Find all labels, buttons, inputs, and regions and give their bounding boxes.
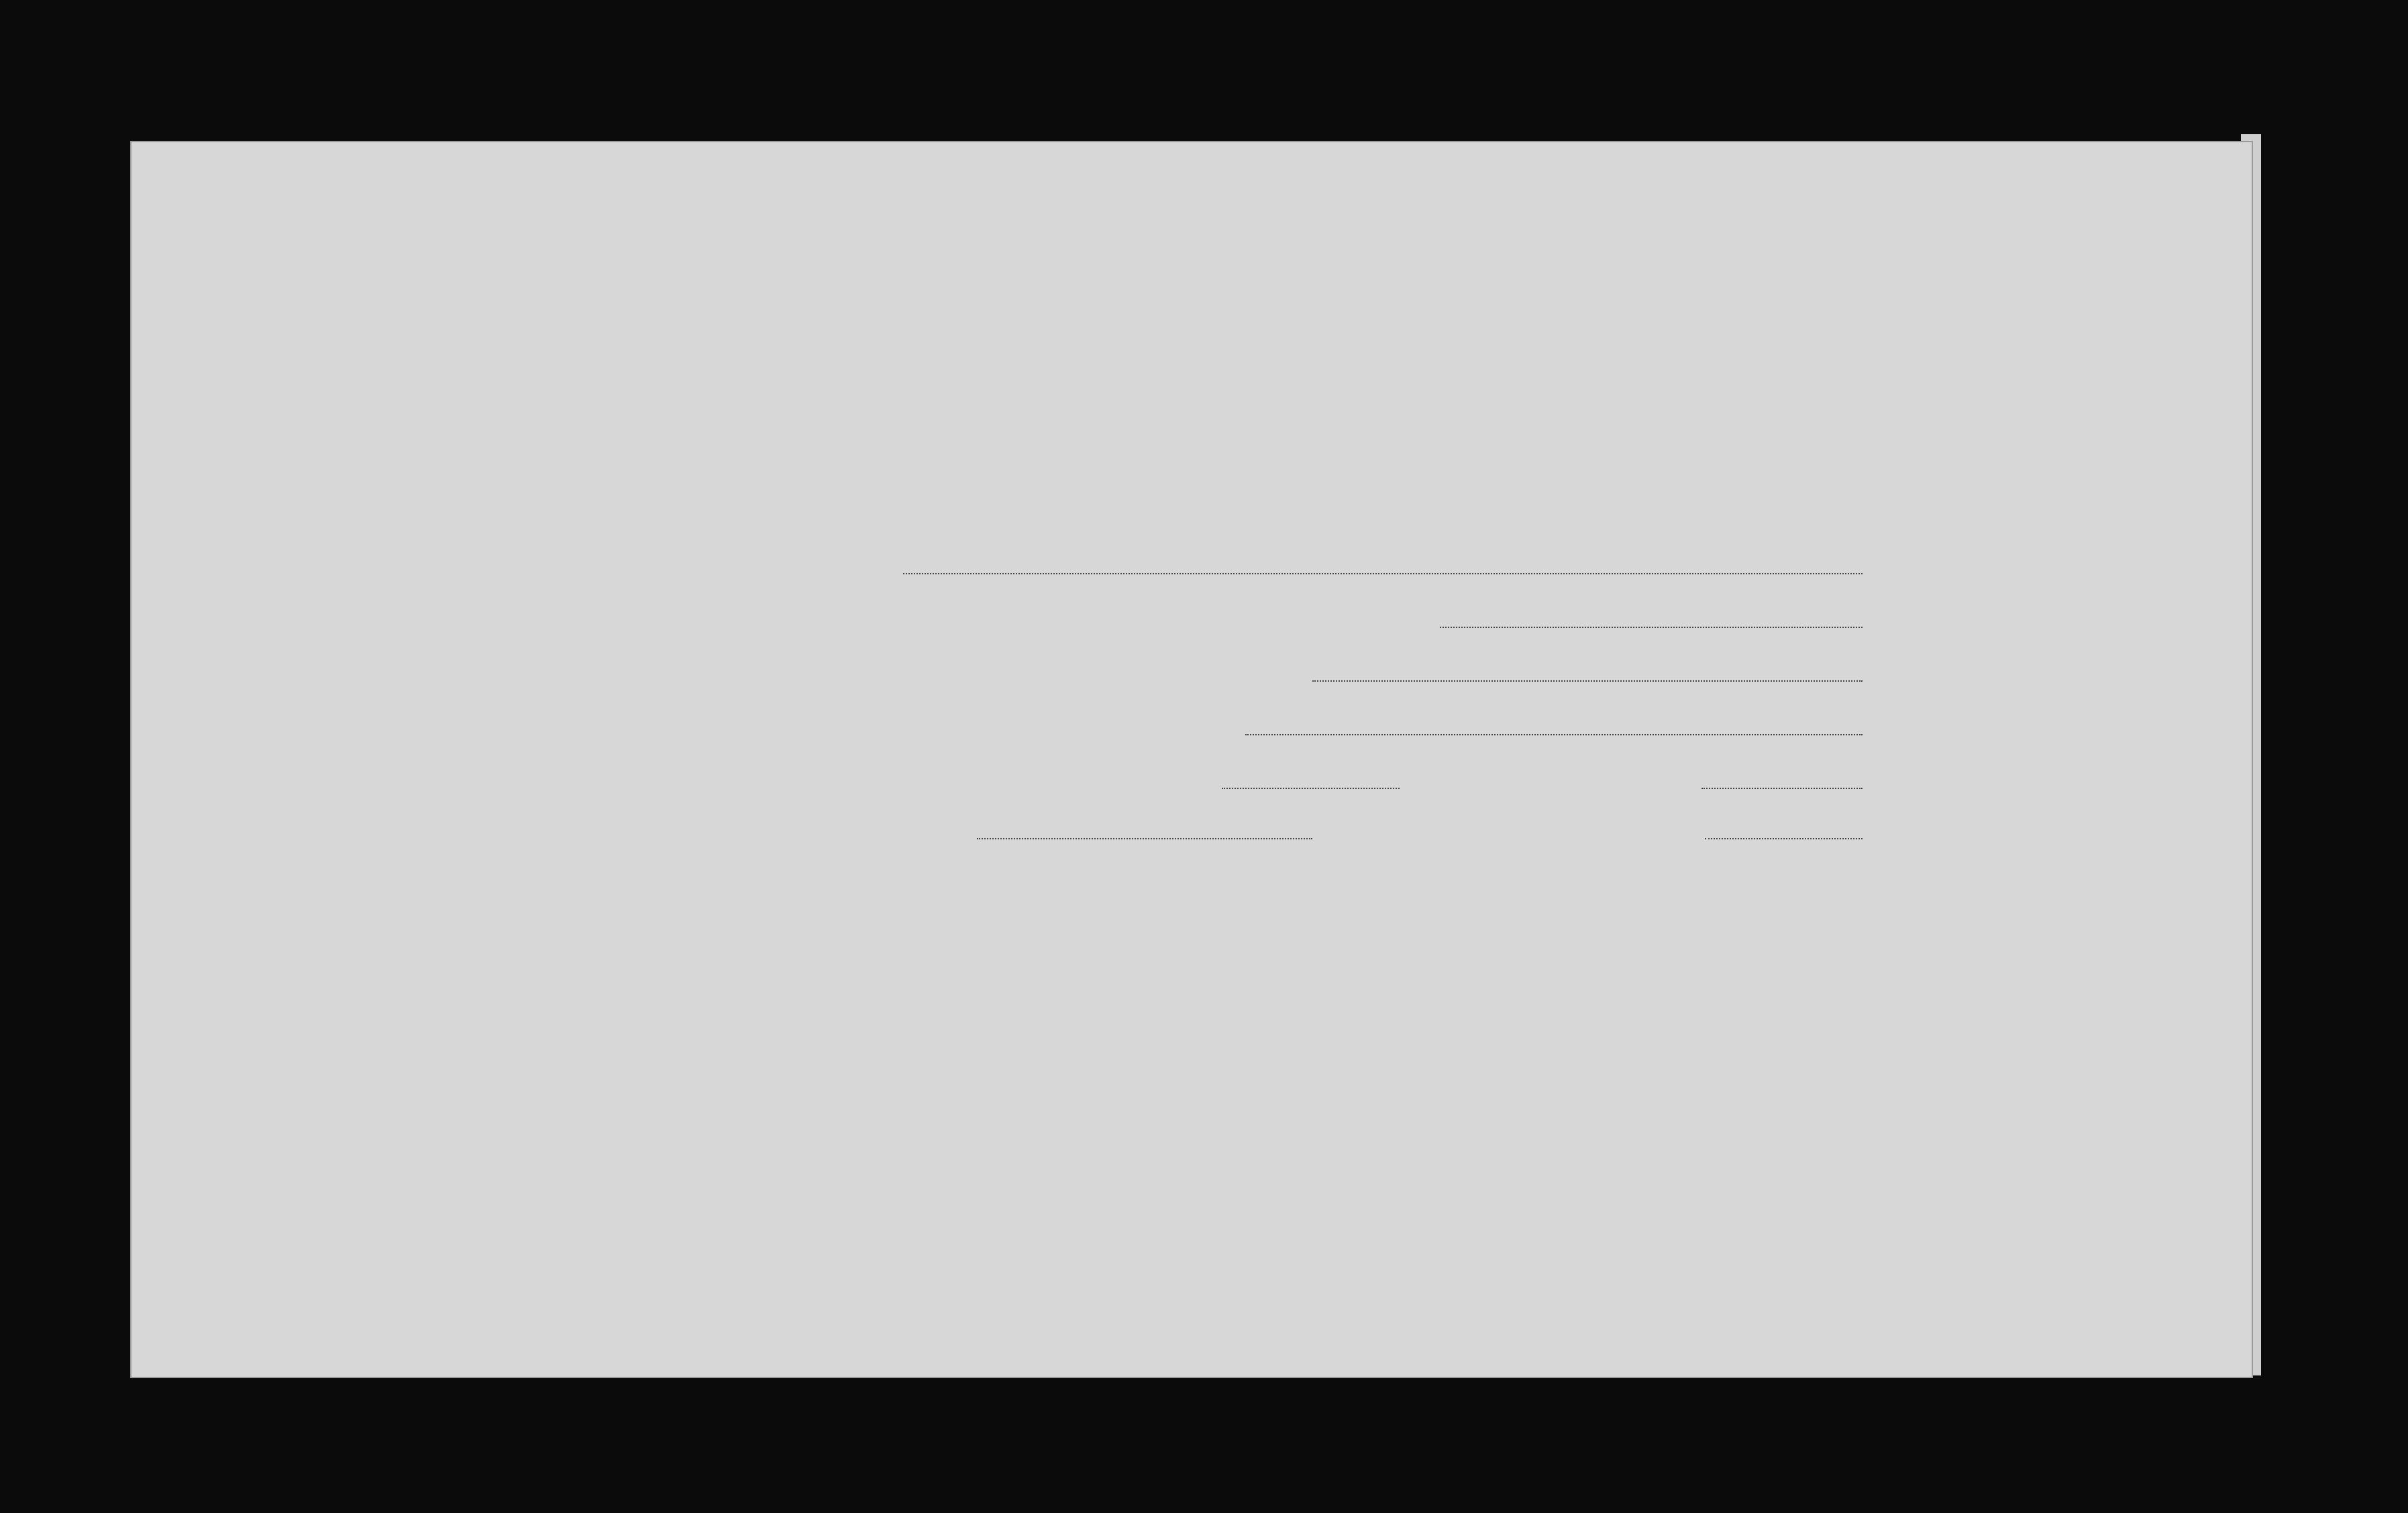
- answer-line: [1440, 627, 1863, 628]
- answer-line: [1705, 838, 1863, 839]
- answer-line: [977, 838, 1312, 839]
- answer-line: [903, 573, 1863, 574]
- answer-line: [1312, 680, 1863, 682]
- answer-line: [1222, 788, 1400, 789]
- answer-line: [1702, 788, 1863, 789]
- census-card: [132, 142, 2252, 1377]
- answer-line: [1245, 734, 1863, 735]
- private-farm-questions: [722, 458, 1896, 1048]
